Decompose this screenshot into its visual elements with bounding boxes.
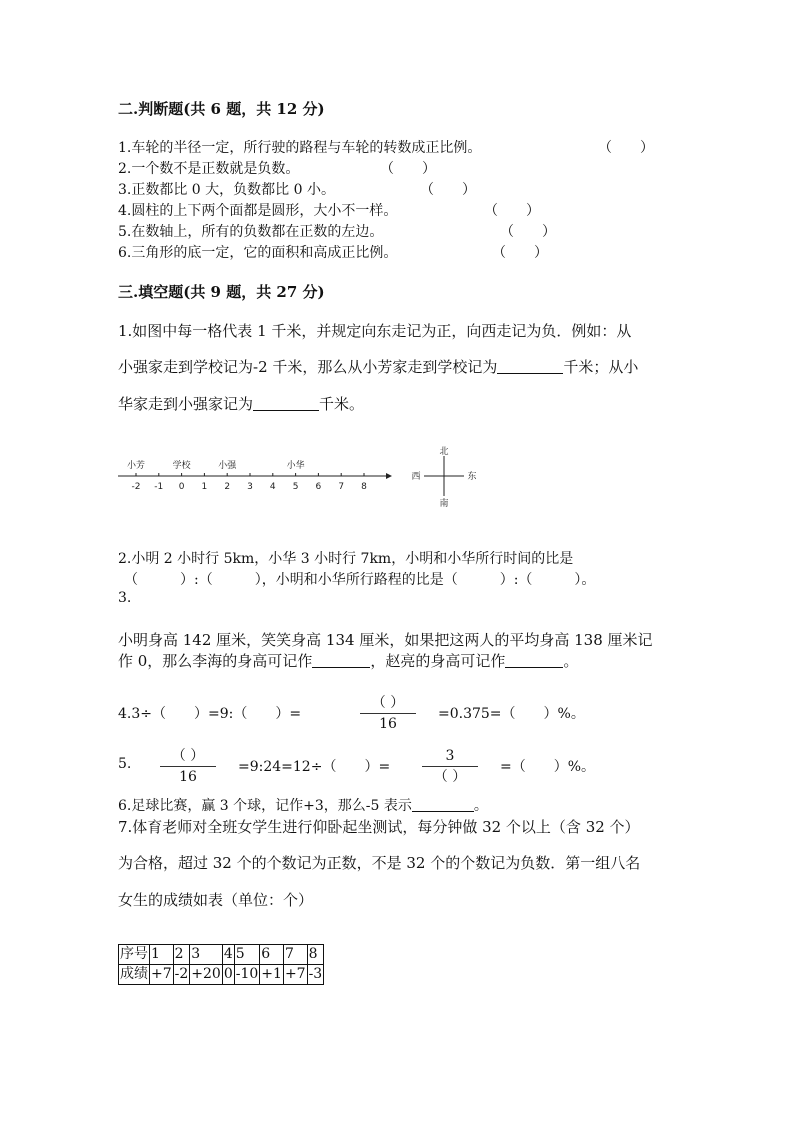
table-cell: 4: [222, 945, 234, 965]
table-cell: 8: [307, 945, 324, 965]
judgement-answer-6[interactable]: （ ）: [492, 245, 548, 261]
q5-middle: =9:24=12÷（ ）=: [238, 759, 391, 775]
q3-line1: 小明身高 142 厘米，笑笑身高 134 厘米，如果把这两人的平均身高 138 厘米记: [118, 631, 653, 649]
q5-fraction-1-bar: [160, 766, 216, 767]
compass-west-label: 西: [411, 472, 421, 482]
judgement-item-6: 6.三角形的底一定，它的面积和高成正比例。: [118, 245, 398, 261]
table-cell: 0: [222, 965, 234, 985]
q5-fraction-1: [160, 747, 216, 786]
section2-title: 二.判断题(共 6 题，共 12 分): [118, 100, 325, 118]
q4-fraction-numerator[interactable]: （ ）: [371, 695, 405, 711]
judgement-item-1: 1.车轮的半径一定，所行驶的路程与车轮的转数成正比例。: [118, 140, 482, 156]
q7-line1: 7.体育老师对全班女学生进行仰卧起坐测试，每分钟做 32 个以上（含 32 个）: [118, 818, 640, 836]
q1-answer-blank-1[interactable]: [497, 359, 563, 374]
compass-north-label: 北: [439, 447, 449, 457]
q5-fraction-1-denominator: 16: [179, 769, 197, 785]
compass-east-label: 东: [467, 472, 477, 482]
q3-answer-blank-2[interactable]: [505, 653, 563, 668]
table-cell: 2: [173, 945, 190, 965]
table-cell: +20: [190, 965, 223, 985]
score-table-header-row: [119, 945, 324, 965]
number-line-tick-label: 5: [292, 482, 299, 492]
number-line-tick-label: 0: [178, 482, 185, 492]
number-line-tick-label: -1: [154, 482, 164, 492]
q6-answer-blank[interactable]: [412, 797, 474, 812]
score-table-data-row: [119, 965, 324, 985]
number-line-place-label: 小华: [286, 461, 305, 471]
q2-line1: 2.小明 2 小时行 5km，小华 3 小时行 7km，小明和小华所行时间的比是: [118, 551, 574, 567]
number-line-place-label: 小芳: [126, 461, 146, 471]
q1-line2-suffix: 千米；从小: [563, 358, 639, 376]
number-line-figure: [118, 444, 508, 510]
section3-title: 三.填空题(共 9 题，共 27 分): [118, 283, 325, 301]
table-cell: +1: [260, 965, 284, 985]
number-line-tick-label: 7: [338, 482, 345, 492]
judgement-item-3: 3.正数都比 0 大，负数都比 0 小。: [118, 182, 335, 198]
q6-line: [118, 795, 488, 815]
table-cell: 7: [283, 945, 307, 965]
table-cell: -10: [234, 965, 260, 985]
table-cell: 5: [234, 945, 260, 965]
number-line: [118, 459, 392, 492]
table-cell: 6: [260, 945, 284, 965]
number-line-tick-label: 4: [269, 482, 276, 492]
number-line-place-label: 学校: [172, 461, 191, 471]
q1-line3-suffix: 千米。: [319, 395, 365, 413]
q6-text: 6.足球比赛，赢 3 个球，记作+3，那么-5 表示: [118, 798, 412, 814]
judgement-answer-5[interactable]: （ ）: [500, 224, 556, 240]
table-cell: 序号: [119, 945, 150, 965]
q5-fraction-1-numerator[interactable]: （ ）: [171, 748, 205, 764]
q5-suffix: =（ ）%。: [500, 759, 596, 775]
q3-line2: [118, 650, 578, 671]
number-line-place-label: 小强: [218, 461, 237, 471]
number-line-tick-label: 8: [361, 482, 367, 492]
number-line-tick-label: 2: [224, 482, 231, 492]
table-cell: +7: [150, 965, 174, 985]
q5-fraction-2-bar: [422, 766, 478, 767]
number-line-arrow-icon: [386, 473, 392, 479]
judgement-item-5: 5.在数轴上，所有的负数都在正数的左边。: [118, 224, 384, 240]
judgement-answer-2[interactable]: （ ）: [380, 161, 436, 177]
judgement-answer-4[interactable]: （ ）: [484, 203, 540, 219]
judgement-item-4: 4.圆柱的上下两个面都是圆形，大小不一样。: [118, 203, 398, 219]
compass-south-label: 南: [439, 499, 449, 509]
q5-fraction-2: [422, 747, 478, 786]
q6-end: 。: [473, 798, 488, 814]
number-line-tick-label: -2: [131, 482, 141, 492]
table-cell: 成绩: [119, 965, 150, 985]
q1-line2: [118, 356, 638, 377]
q4-part1: 4.3÷（ ）=9:（ ）=: [118, 706, 302, 722]
q1-line1: 1.如图中每一格代表 1 千米，并规定向东走记为正，向西走记为负．例如：从: [118, 322, 632, 340]
q1-line2-text: 小强家走到学校记为-2 千米，那么从小芳家走到学校记为: [118, 358, 498, 376]
number-line-tick-label: 1: [201, 482, 208, 492]
q3-line2-text: 作 0，那么李海的身高可记作: [118, 652, 313, 670]
q2-line2: （ ）:（ ），小明和小华所行路程的比是（ ）:（ ）。: [124, 572, 596, 588]
q5-prefix: 5.: [118, 756, 132, 772]
judgement-item-2: 2.一个数不是正数就是负数。: [118, 161, 300, 177]
judgement-answer-3[interactable]: （ ）: [420, 182, 476, 198]
q4-part2: =0.375=（ ）%。: [438, 706, 585, 722]
q4-fraction-denominator: 16: [379, 716, 397, 732]
q5-fraction-2-denominator[interactable]: （ ）: [433, 769, 467, 785]
q3-line2-end: 。: [563, 652, 579, 670]
q3-line2-mid: ，赵亮的身高可记作: [370, 652, 506, 670]
table-cell: +7: [283, 965, 307, 985]
number-line-tick-label: 3: [247, 482, 253, 492]
q4-fraction: [360, 694, 416, 733]
q5-fraction-2-numerator: 3: [445, 748, 455, 764]
table-cell: -2: [173, 965, 190, 985]
q4-fraction-bar: [360, 713, 416, 714]
q1-line3: [118, 393, 364, 414]
table-cell: 1: [150, 945, 174, 965]
judgement-answer-1[interactable]: （ ）: [598, 140, 654, 156]
q3-answer-blank-1[interactable]: [312, 653, 370, 668]
table-cell: -3: [307, 965, 324, 985]
number-line-tick-label: 6: [315, 482, 322, 492]
score-table: [118, 944, 324, 985]
q1-answer-blank-2[interactable]: [253, 396, 319, 411]
q2-line3: 3.: [118, 590, 132, 606]
table-cell: 3: [190, 945, 223, 965]
q7-line3: 女生的成绩如表（单位：个）: [118, 891, 314, 909]
q7-line2: 为合格，超过 32 个的个数记为正数，不是 32 个的个数记为负数．第一组八名: [118, 854, 641, 872]
compass-rose: [411, 445, 476, 509]
q1-line3-text: 华家走到小强家记为: [118, 395, 254, 413]
